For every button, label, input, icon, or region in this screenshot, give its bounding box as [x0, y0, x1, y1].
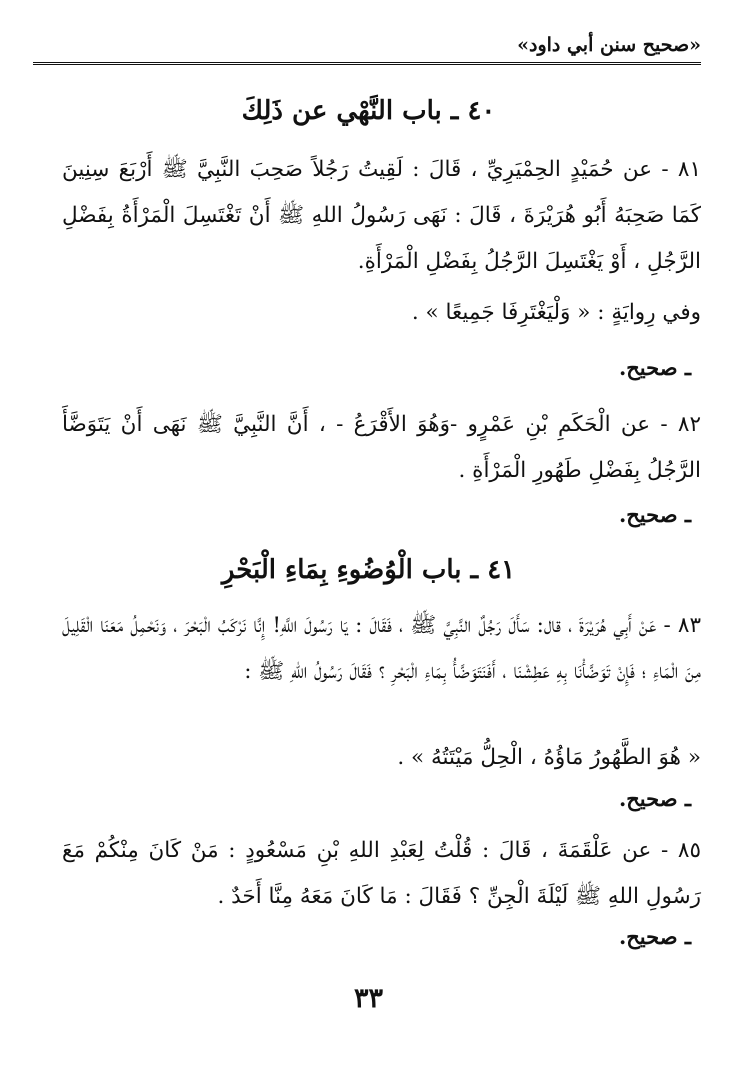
- chapter-heading-41: ٤١ ـ باب الْوُضُوءِ بِمَاءِ الْبَحْرِ: [221, 555, 516, 585]
- running-header: [33, 30, 701, 64]
- hadith-82-grade: ـ صحيح.: [618, 502, 691, 527]
- hadith-83-grade: ـ صحيح.: [618, 786, 691, 811]
- hadith-81-variant: وفي رِوايَةٍ : « وَلْيَغْتَرِفَا جَمِيعًا » .: [411, 300, 701, 325]
- chapter-heading-40: ٤٠ ـ باب النَّهْي عن ذَلِكَ: [241, 96, 496, 126]
- hadith-83-saying: « هُوَ الطَّهُورُ مَاؤُهُ ، الْحِلُّ مَيْتَتُهُ » .: [397, 745, 701, 770]
- hadith-85-grade: ـ صحيح.: [618, 924, 691, 949]
- hadith-83: ٨٣ - عَنْ أَبِي هُرَيْرَةَ ، قال: سَأَلَ رَجُلٌ النَّبِيَّ ﷺ ، فَقَالَ : يَا رَسُولَ اللَّهِ! إِنَّا نَرْكَبُ الْبَحْرَ ، وَنَحْمِلُ مَعَنَا الْقَلِيلَ مِنَ الْمَاءِ ؛ فَإِنْ تَوَضَّأْنَا بِهِ عَطِشْنَا ، أَفَنَتَوَضَّأُ بِمَاءِ الْبَحْرِ ؟ فَقَالَ رَسُولُ اللهِ ﷺ :: [62, 613, 701, 684]
- page-number: ٣٣: [353, 983, 383, 1014]
- book-title: «صحيح سنن أبي داود»: [517, 34, 701, 56]
- hadith-82: ٨٢ - عن الْحَكَمِ بْنِ عَمْرٍو -وَهُوَ الأَقْرَعُ - ، أَنَّ النَّبِيَّ ﷺ نَهَى أَنْ يَتَوَضَّأَ الرَّجُلُ بِفَضْلِ طَهُورِ الْمَرْأَةِ .: [62, 412, 701, 483]
- hadith-85: ٨٥ - عن عَلْقَمَةَ ، قَالَ : قُلْتُ لِعَبْدِ اللهِ بْنِ مَسْعُودٍ : مَنْ كَانَ مِنْكُمْ مَعَ رَسُولِ اللهِ ﷺ لَيْلَةَ الْجِنِّ ؟ فَقَالَ : مَا كَانَ مَعَهُ مِنَّا أَحَدٌ .: [62, 838, 701, 909]
- hadith-81-grade: ـ صحيح.: [618, 355, 691, 380]
- hadith-81: ٨١ - عن حُمَيْدٍ الحِمْيَرِيِّ ، قَالَ : لَقِيتُ رَجُلاً صَحِبَ النَّبِيَّ ﷺ أَرْبَعَ سِنِينَ كَمَا صَحِبَهُ أَبُو هُرَيْرَةَ ، قَالَ : نَهَى رَسُولُ اللهِ ﷺ أَنْ تَغْتَسِلَ الْمَرْأَةُ بِفَضْلِ الرَّجُلِ ، أَوْ يَغْتَسِلَ الرَّجُلُ بِفَضْلِ الْمَرْأَةِ.: [62, 157, 701, 274]
- header-divider: [33, 62, 701, 65]
